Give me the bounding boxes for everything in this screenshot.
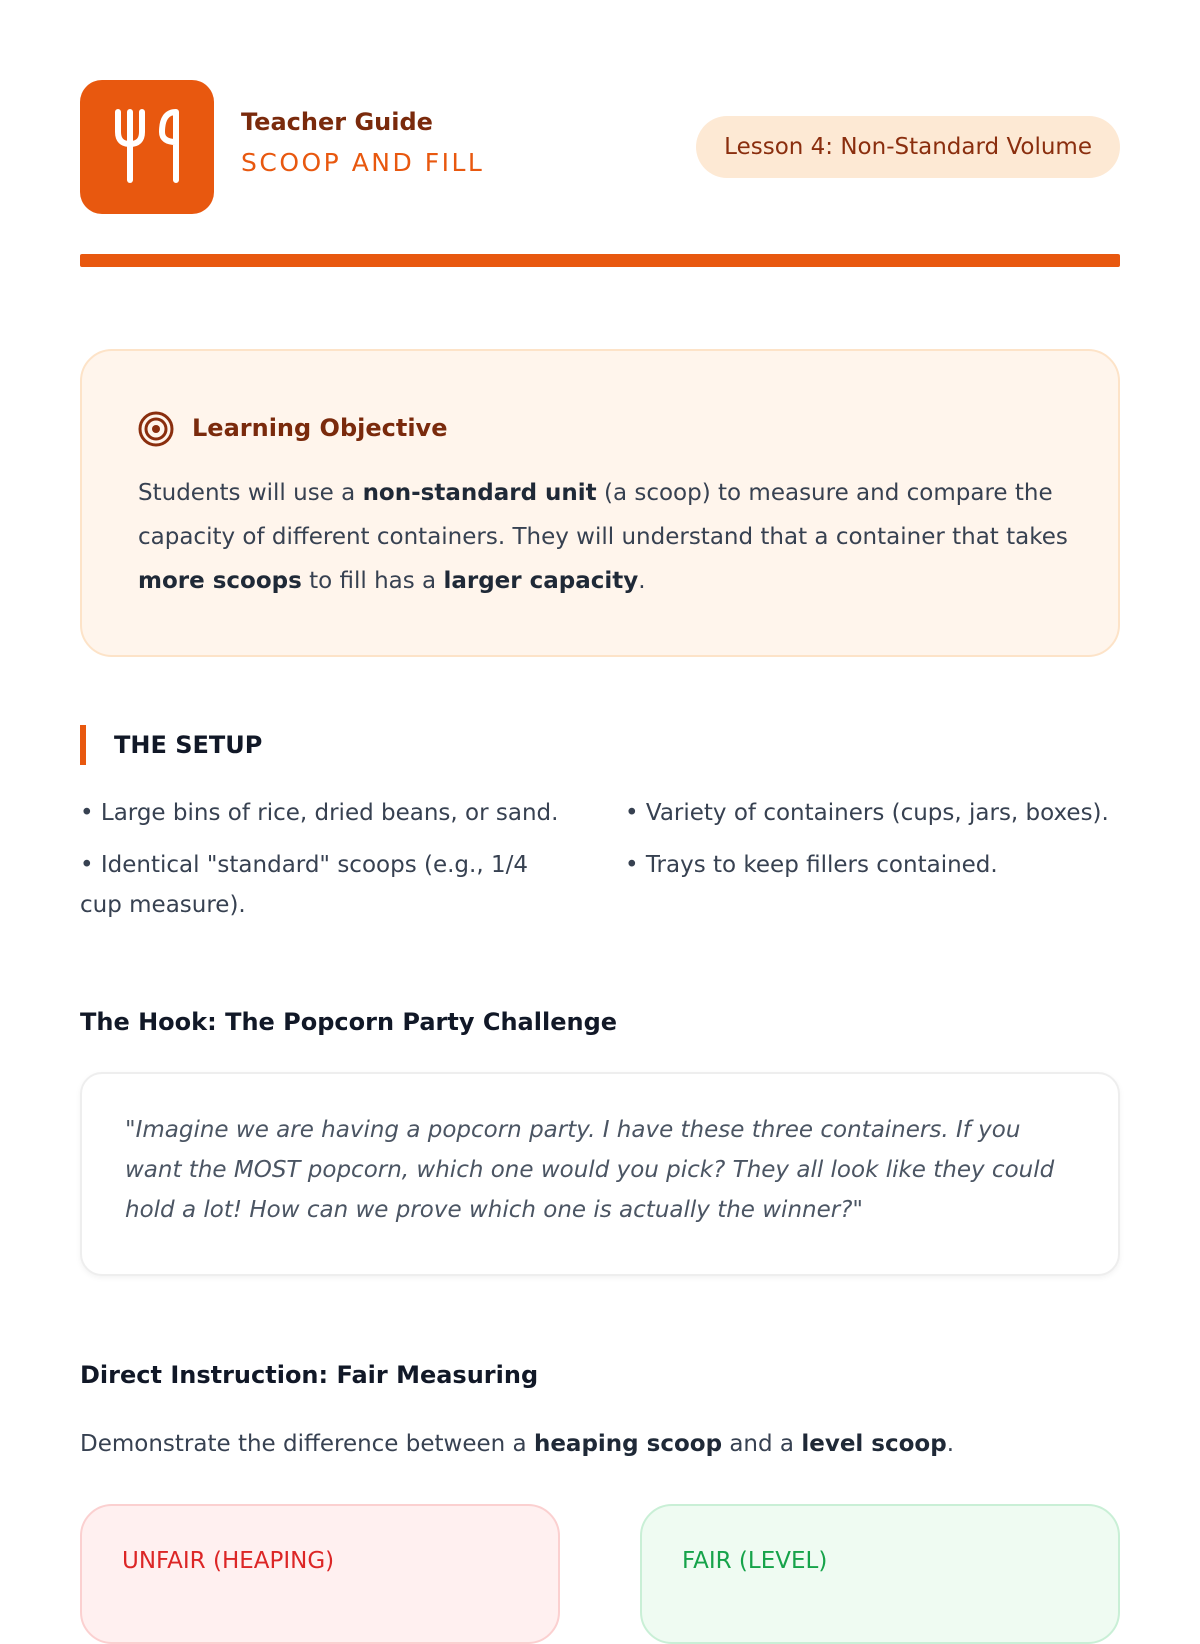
objective-text-part: Students will use a xyxy=(138,480,363,506)
objective-text-part: . xyxy=(638,568,646,594)
di-text-part: and a xyxy=(722,1431,802,1457)
setup-item: • Trays to keep fillers contained. xyxy=(625,852,998,878)
di-text-part: Demonstrate the difference between a xyxy=(80,1431,534,1457)
learning-objective-card xyxy=(80,349,1120,657)
di-text-part: . xyxy=(946,1431,955,1457)
setup-item: • Variety of containers (cups, jars, boxes). xyxy=(625,800,1109,826)
objective-emphasis: more scoops xyxy=(138,568,302,594)
objective-text-part: (a scoop) to measure and compare the capacity of different containers. They will understand that a container that takes xyxy=(138,480,1068,550)
utensils-icon xyxy=(80,80,214,214)
setup-title: THE SETUP xyxy=(114,731,263,759)
objective-text xyxy=(138,471,1078,603)
fair-level-card xyxy=(640,1504,1120,1644)
setup-item: • Identical "standard" scoops (e.g., 1/4 cup measure). xyxy=(80,852,528,918)
hook-quote-card xyxy=(80,1072,1120,1276)
objective-text-part: to fill has a xyxy=(301,568,444,594)
setup-accent-bar xyxy=(80,725,86,765)
unfair-label: UNFAIR (HEAPING) xyxy=(122,1548,335,1574)
objective-emphasis: non-standard unit xyxy=(362,480,597,506)
hook-quote: "Imagine we are having a popcorn party. I have these three containers. If you want the MOST popcorn, which one would you pick? They all look like they could hold a lot! How can we prove which one is actually the winner?" xyxy=(125,1117,1055,1223)
direct-instruction-title: Direct Instruction: Fair Measuring xyxy=(80,1361,539,1389)
direct-instruction-text xyxy=(80,1428,954,1460)
di-emphasis: heaping scoop xyxy=(533,1431,723,1457)
lesson-badge: Lesson 4: Non-Standard Volume xyxy=(696,116,1120,178)
objective-title: Learning Objective xyxy=(192,414,448,442)
target-icon xyxy=(138,409,178,449)
guide-label: Teacher Guide xyxy=(241,108,433,136)
unfair-heaping-card xyxy=(80,1504,560,1644)
di-emphasis: level scoop xyxy=(801,1431,947,1457)
objective-emphasis: larger capacity xyxy=(443,568,639,594)
setup-item: • Large bins of rice, dried beans, or sand. xyxy=(80,800,559,826)
guide-title: SCOOP AND FILL xyxy=(241,148,485,177)
hook-title: The Hook: The Popcorn Party Challenge xyxy=(80,1008,618,1036)
header-divider xyxy=(80,254,1120,267)
guide-header xyxy=(80,80,1120,214)
fair-label: FAIR (LEVEL) xyxy=(682,1548,828,1574)
